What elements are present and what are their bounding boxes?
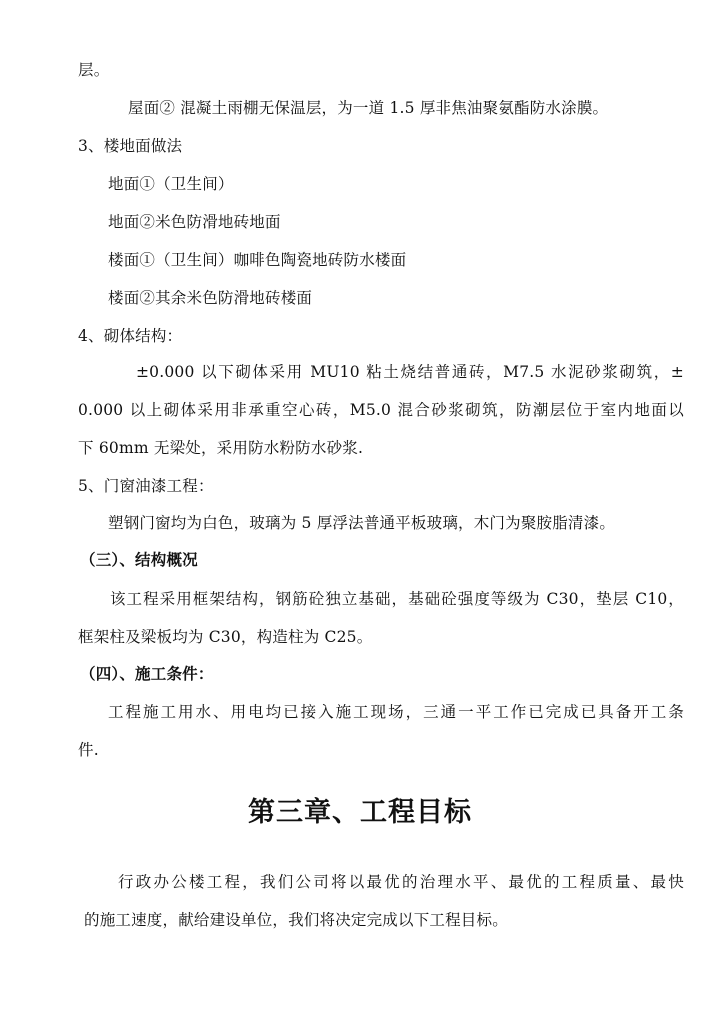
list-item: 楼面②其余米色防滑地砖楼面	[108, 289, 313, 307]
section-heading: （三）、结构概况	[80, 550, 198, 569]
paragraph-line: ±0.000 以下砌体采用 MU10 粘土烧结普通砖，M7.5 水泥砂浆砌筑，±	[136, 363, 684, 381]
paragraph-line: 该工程采用框架结构，钢筋砼独立基础，基础砼强度等级为 C30，垫层 C10，	[110, 590, 684, 608]
section-heading: 3、楼地面做法	[78, 137, 183, 155]
paragraph-line: 件.	[78, 741, 99, 759]
section-heading: 4、砌体结构：	[78, 327, 183, 345]
paragraph-line: 屋面② 混凝土雨棚无保温层，为一道 1.5 厚非焦油聚氨酯防水涂膜。	[128, 99, 609, 117]
paragraph-line: 框架柱及梁板均为 C30，构造柱为 C25。	[78, 628, 373, 646]
paragraph-line: 0.000 以上砌体采用非承重空心砖，M5.0 混合砂浆砌筑，防潮层位于室内地面以	[78, 401, 684, 419]
section-heading: 5、门窗油漆工程：	[78, 477, 214, 495]
paragraph-line: 层。	[78, 61, 110, 79]
paragraph-line: 行政办公楼工程，我们公司将以最优的治理水平、最优的工程质量、最快	[118, 873, 684, 891]
list-item: 地面②米色防滑地砖地面	[108, 213, 281, 231]
section-heading: （四）、施工条件：	[80, 664, 214, 683]
paragraph-line: 下 60mm 无梁处，采用防水粉防水砂浆.	[78, 439, 364, 457]
list-item: 地面①（卫生间）	[108, 175, 234, 193]
paragraph-line: 的施工速度，献给建设单位，我们将决定完成以下工程目标。	[84, 911, 508, 929]
paragraph-line: 塑钢门窗均为白色，玻璃为 5 厚浮法普通平板玻璃，木门为聚胺脂清漆。	[108, 514, 616, 532]
paragraph-line: 工程施工用水、用电均已接入施工现场，三通一平工作已完成已具备开工条	[108, 703, 684, 721]
chapter-title: 第三章、工程目标	[248, 797, 472, 828]
list-item: 楼面①（卫生间）咖啡色陶瓷地砖防水楼面	[108, 251, 407, 269]
